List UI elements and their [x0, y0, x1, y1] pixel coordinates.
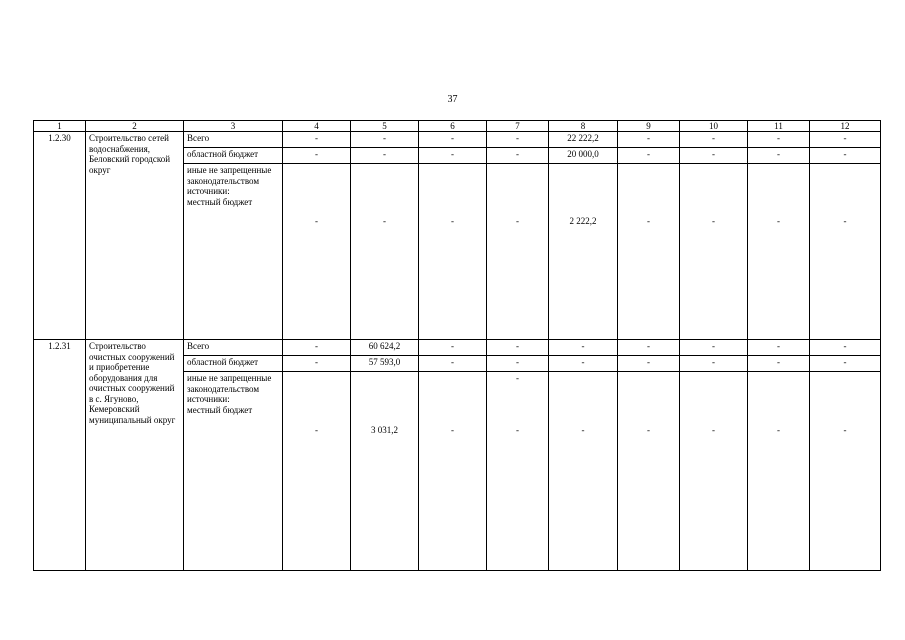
- value-cell: -: [810, 132, 881, 148]
- value-text: 2 222,2: [569, 216, 597, 226]
- value-cell: [680, 164, 748, 340]
- value-cell: -: [487, 340, 549, 356]
- value-cell: [419, 372, 487, 571]
- value-cell: [283, 372, 351, 571]
- column-header-3: 3: [184, 121, 283, 132]
- value-cell: -: [810, 340, 881, 356]
- value-cell: 57 593,0: [351, 356, 419, 372]
- funding-source: Всего: [184, 340, 283, 356]
- value-cell: [351, 164, 419, 340]
- value-cell: 22 222,2: [549, 132, 618, 148]
- value-cell: -: [351, 132, 419, 148]
- value-text: -: [777, 425, 780, 435]
- value-cell: -: [810, 356, 881, 372]
- column-header-9: 9: [618, 121, 680, 132]
- value-text: -: [843, 425, 847, 435]
- column-header-1: 1: [34, 121, 86, 132]
- funding-source: областной бюджет: [184, 148, 283, 164]
- project-name: Строительство сетей водоснабжения, Беловский городской округ: [86, 132, 184, 340]
- value-cell: [351, 372, 419, 571]
- value-text: -: [516, 425, 519, 435]
- value-cell: [618, 372, 680, 571]
- value-cell: [810, 372, 881, 571]
- value-text: -: [581, 425, 585, 435]
- project-name: Строительство очистных сооружений и приобретение оборудования для очистных сооружений в с. Ягуново, Кемеровский муниципальный округ: [86, 340, 184, 571]
- value-cell: [618, 164, 680, 340]
- value-cell: -: [419, 148, 487, 164]
- page-number: 37: [447, 94, 458, 105]
- value-cell: -: [283, 356, 351, 372]
- value-text: -: [712, 216, 715, 226]
- value-cell: -: [618, 132, 680, 148]
- value-text-top: -: [516, 373, 519, 383]
- value-text: -: [843, 216, 847, 226]
- value-cell: -: [487, 132, 549, 148]
- funding-source: Всего: [184, 132, 283, 148]
- value-cell: -: [748, 340, 810, 356]
- value-cell: -: [680, 340, 748, 356]
- value-text: -: [516, 216, 519, 226]
- value-cell: [549, 372, 618, 571]
- value-cell: -: [680, 132, 748, 148]
- funding-source: областной бюджет: [184, 356, 283, 372]
- value-cell: 20 000,0: [549, 148, 618, 164]
- value-cell: -: [748, 356, 810, 372]
- value-text: -: [383, 216, 386, 226]
- value-cell: -: [680, 356, 748, 372]
- table-row: [34, 340, 881, 356]
- value-cell: -: [419, 132, 487, 148]
- value-cell: -: [283, 340, 351, 356]
- header-row: [34, 121, 881, 132]
- value-cell: [748, 372, 810, 571]
- value-cell: -: [618, 356, 680, 372]
- column-header-6: 6: [419, 121, 487, 132]
- column-header-11: 11: [748, 121, 810, 132]
- value-text: -: [451, 425, 454, 435]
- value-cell: -: [283, 132, 351, 148]
- value-cell: [748, 164, 810, 340]
- column-header-10: 10: [680, 121, 748, 132]
- value-cell: -: [487, 356, 549, 372]
- table-row: [34, 132, 881, 148]
- value-cell: [810, 164, 881, 340]
- value-cell: [487, 164, 549, 340]
- value-text: -: [647, 216, 650, 226]
- value-cell: -: [618, 340, 680, 356]
- value-text: -: [315, 425, 318, 435]
- funding-source: иные не запрещенные законодательством источники: местный бюджет: [184, 164, 283, 340]
- value-cell: -: [680, 148, 748, 164]
- value-cell: [487, 372, 549, 571]
- value-cell: -: [748, 132, 810, 148]
- column-header-4: 4: [283, 121, 351, 132]
- value-cell: [283, 164, 351, 340]
- value-cell: -: [487, 148, 549, 164]
- value-cell: [680, 372, 748, 571]
- value-cell: 60 624,2: [351, 340, 419, 356]
- column-header-5: 5: [351, 121, 419, 132]
- value-text: -: [647, 425, 650, 435]
- value-cell: -: [351, 148, 419, 164]
- value-cell: -: [748, 148, 810, 164]
- column-header-8: 8: [549, 121, 618, 132]
- value-cell: -: [549, 340, 618, 356]
- funding-source: иные не запрещенные законодательством источники: местный бюджет: [184, 372, 283, 571]
- value-cell: -: [419, 356, 487, 372]
- value-text: -: [315, 216, 318, 226]
- value-cell: -: [810, 148, 881, 164]
- value-text: -: [777, 216, 780, 226]
- value-cell: [549, 164, 618, 340]
- value-text: 3 031,2: [371, 425, 398, 435]
- value-cell: -: [283, 148, 351, 164]
- value-cell: -: [419, 340, 487, 356]
- column-header-7: 7: [487, 121, 549, 132]
- column-header-2: 2: [86, 121, 184, 132]
- budget-table: [33, 120, 881, 571]
- value-text: -: [451, 216, 454, 226]
- value-text: -: [712, 425, 715, 435]
- column-header-12: 12: [810, 121, 881, 132]
- value-cell: [419, 164, 487, 340]
- value-cell: -: [618, 148, 680, 164]
- row-id: 1.2.30: [34, 132, 86, 340]
- row-id: 1.2.31: [34, 340, 86, 571]
- value-cell: -: [549, 356, 618, 372]
